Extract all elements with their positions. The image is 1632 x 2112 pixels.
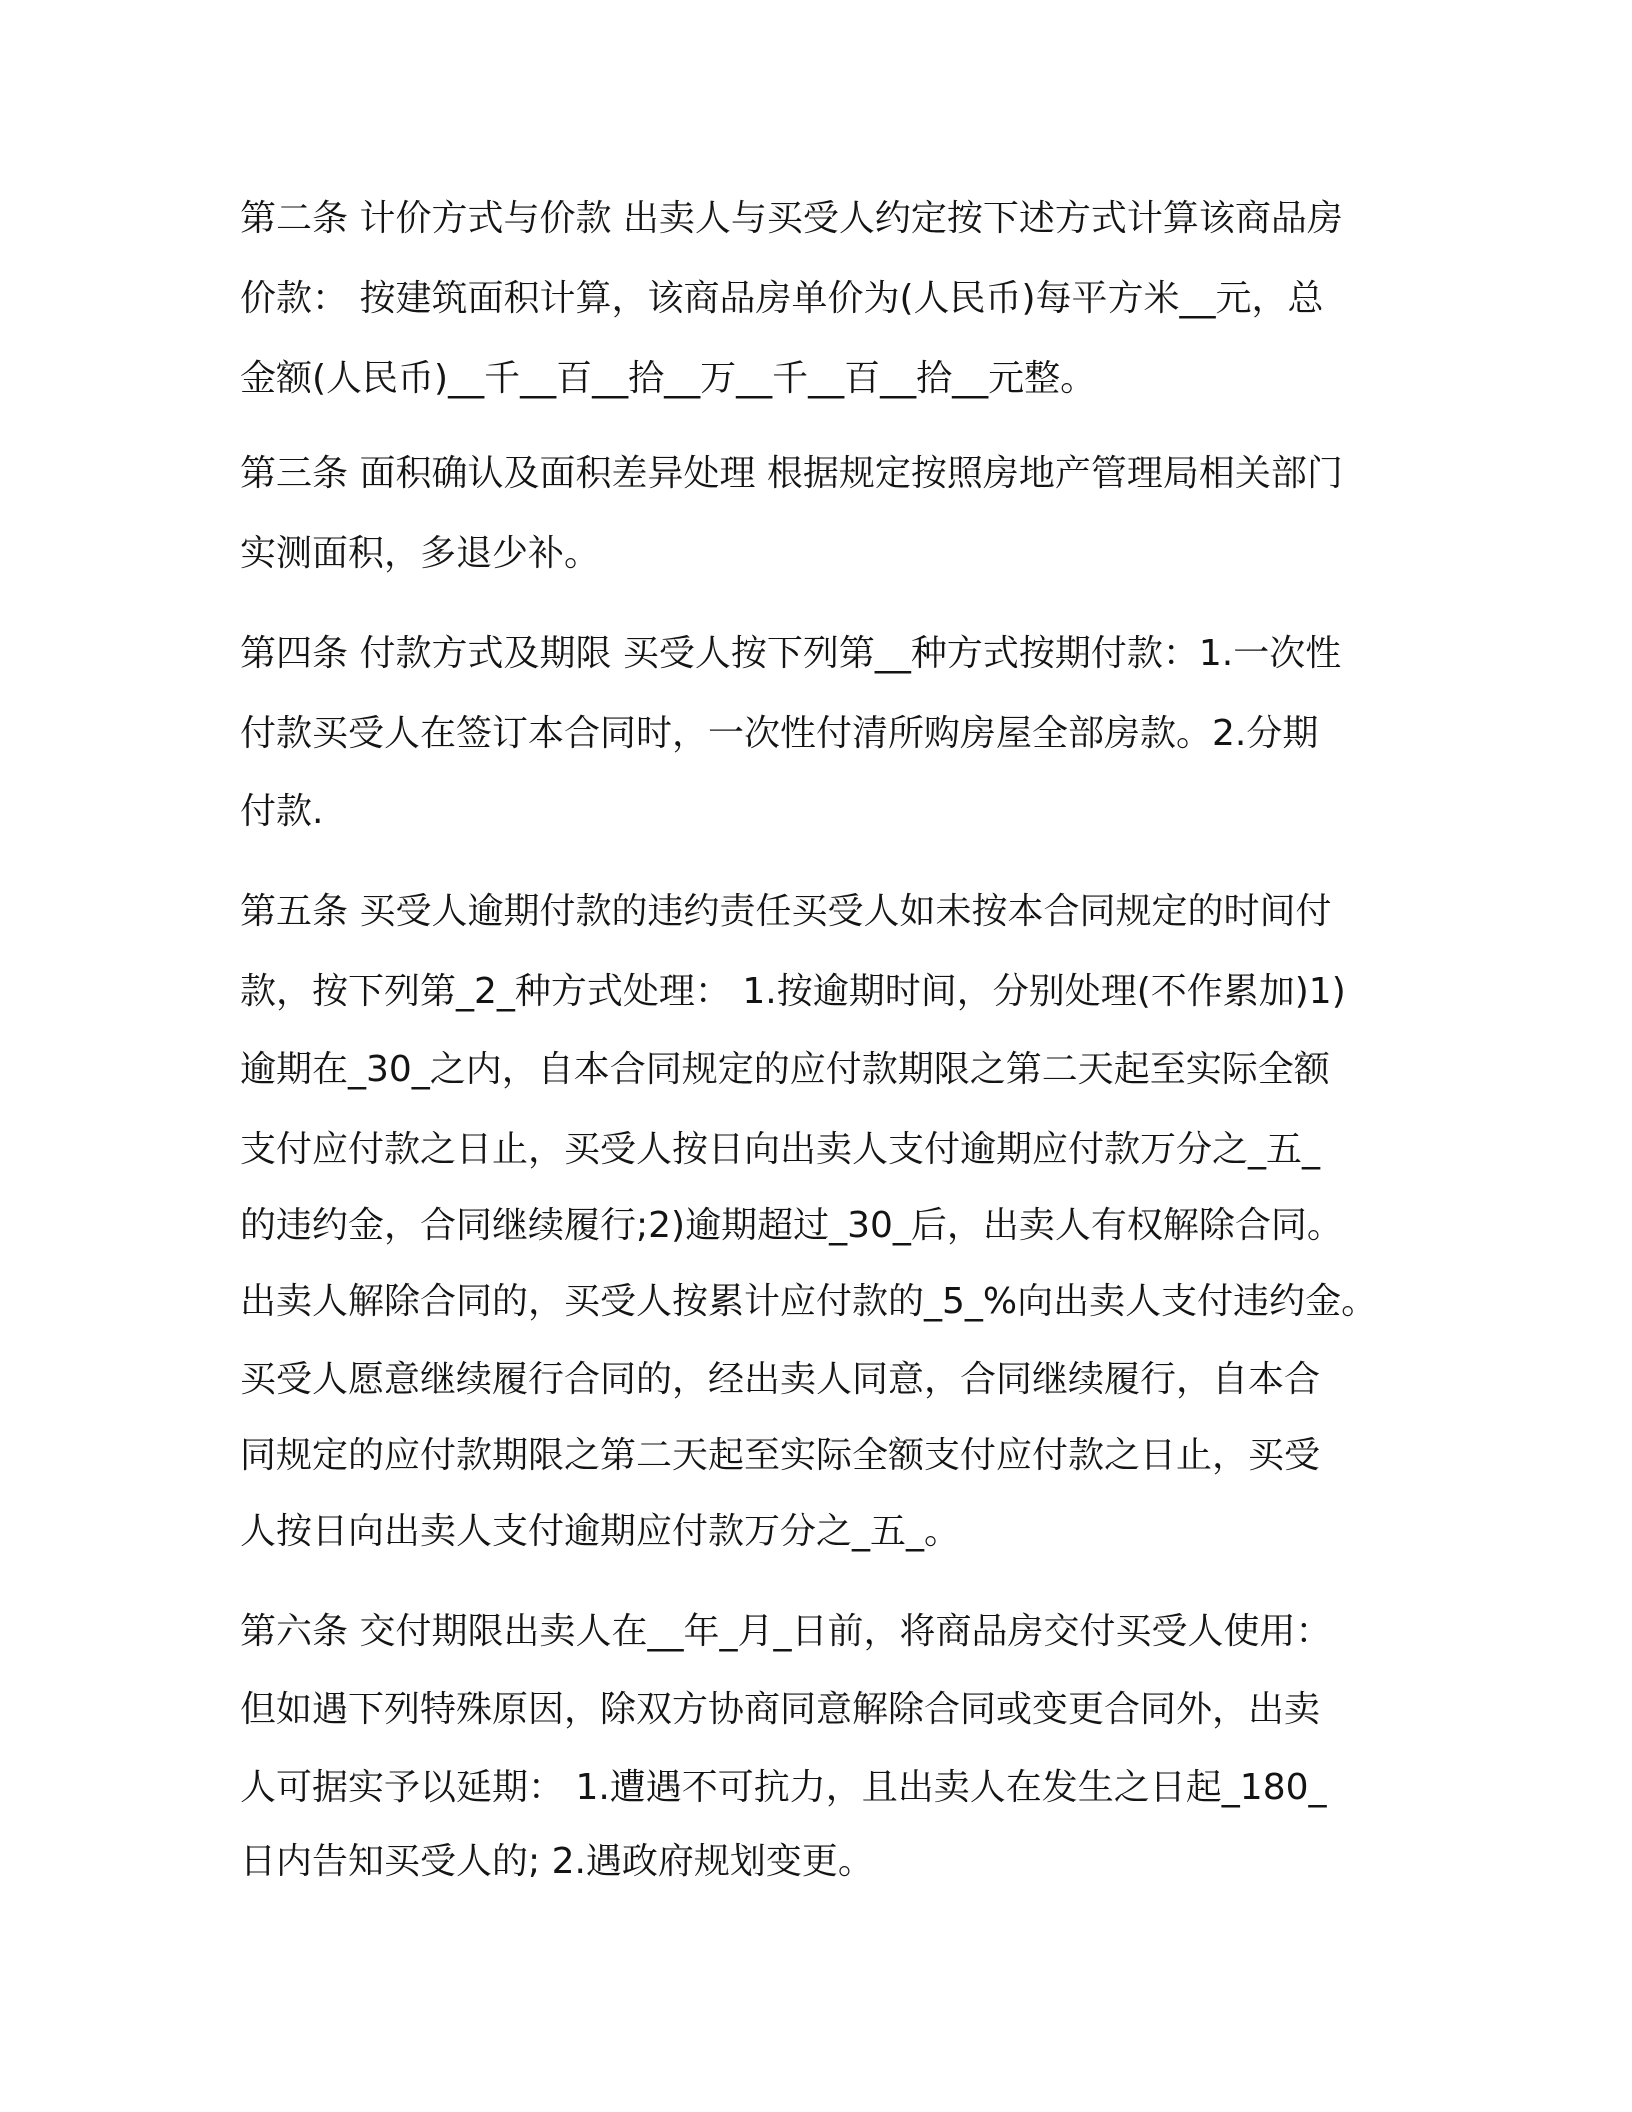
article-5-line-5: 的违约金，合同继续履行;2)逾期超过_30_后，出卖人有权解除合同。: [240, 1205, 1343, 1246]
article-5-line-8: 同规定的应付款期限之第二天起至实际全额支付应付款之日止，买受: [240, 1435, 1321, 1476]
article-3-line-2: 实测面积，多退少补。: [240, 533, 601, 574]
article-4-line-1: 第四条 付款方式及期限 买受人按下列第__种方式按期付款：1.一次性: [240, 633, 1342, 674]
article-2-line-2: 价款： 按建筑面积计算，该商品房单价为(人民币)每平方米__元，总: [240, 278, 1324, 319]
article-2-line-3: 金额(人民币)__千__百__拾__万__千__百__拾__元整。: [240, 358, 1097, 399]
article-5-line-7: 买受人愿意继续履行合同的，经出卖人同意，合同继续履行，自本合: [240, 1359, 1321, 1400]
article-4-line-2: 付款买受人在签订本合同时，一次性付清所购房屋全部房款。2.分期: [240, 713, 1319, 754]
article-6-line-3: 人可据实予以延期： 1.遭遇不可抗力，且出卖人在发生之日起_180_: [240, 1767, 1327, 1808]
article-4-line-3: 付款.: [240, 791, 324, 832]
article-5-line-9: 人按日向出卖人支付逾期应付款万分之_五_。: [240, 1511, 961, 1552]
article-6-line-1: 第六条 交付期限出卖人在__年_月_日前，将商品房交付买受人使用：: [240, 1611, 1332, 1652]
article-5-line-3: 逾期在_30_之内，自本合同规定的应付款期限之第二天起至实际全额: [240, 1049, 1330, 1090]
article-5-line-1: 第五条 买受人逾期付款的违约责任买受人如未按本合同规定的时间付: [240, 891, 1332, 932]
article-5-line-4: 支付应付款之日止，买受人按日向出卖人支付逾期应付款万分之_五_: [240, 1129, 1321, 1170]
article-6-line-2: 但如遇下列特殊原因，除双方协商同意解除合同或变更合同外，出卖: [240, 1689, 1321, 1730]
article-5-line-6: 出卖人解除合同的，买受人按累计应付款的_5_%向出卖人支付违约金。: [240, 1281, 1378, 1322]
article-3-line-1: 第三条 面积确认及面积差异处理 根据规定按照房地产管理局相关部门: [240, 453, 1343, 494]
article-6-line-4: 日内告知买受人的; 2.遇政府规划变更。: [240, 1841, 874, 1882]
article-2-line-1: 第二条 计价方式与价款 出卖人与买受人约定按下述方式计算该商品房: [240, 198, 1343, 239]
article-5-line-2: 款，按下列第_2_种方式处理： 1.按逾期时间，分别处理(不作累加)1): [240, 971, 1346, 1012]
